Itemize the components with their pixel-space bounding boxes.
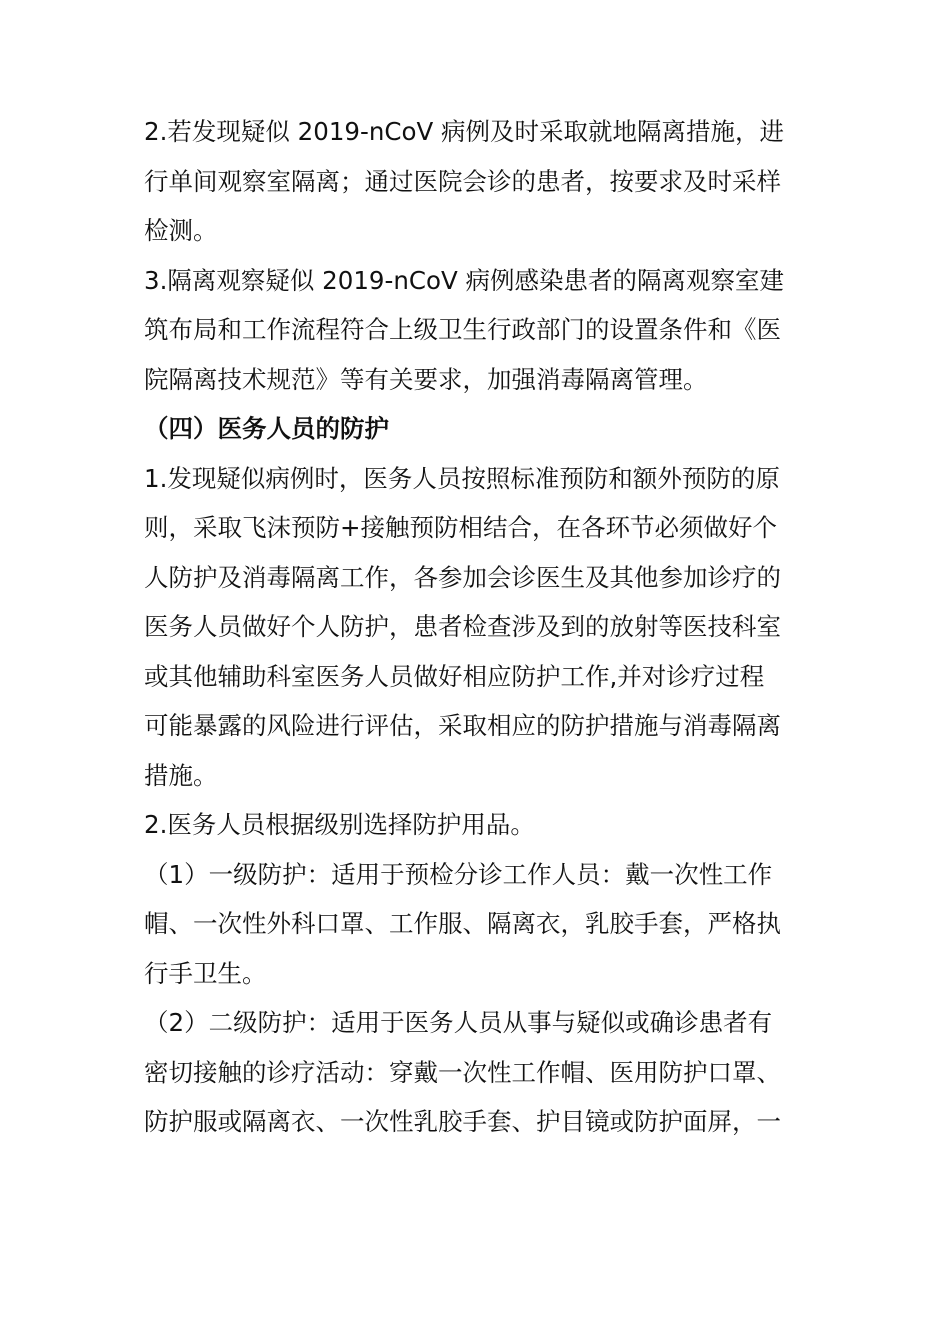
level-1-protection-line-2: 帽、一次性外科口罩、工作服、隔离衣，乳胶手套，严格执 xyxy=(144,909,781,938)
document-body xyxy=(144,107,809,1147)
level-1-protection-line-1: （1）一级防护：适用于预检分诊工作人员：戴一次性工作 xyxy=(144,859,773,889)
paragraph-3-line-3: 院隔离技术规范》等有关要求，加强消毒隔离管理。 xyxy=(144,364,708,394)
protection-paragraph-1-line-7: 措施。 xyxy=(144,760,218,790)
protection-paragraph-2-line-1: 2.医务人员根据级别选择防护用品。 xyxy=(144,810,535,839)
level-1-protection-line-3: 行手卫生。 xyxy=(144,958,267,988)
level-2-protection-line-2: 密切接触的诊疗活动：穿戴一次性工作帽、医用防护口罩、 xyxy=(144,1057,781,1087)
paragraph-2-line-3: 检测。 xyxy=(144,216,218,245)
level-2-protection-line-1: （2）二级防护：适用于医务人员从事与疑似或确诊患者有 xyxy=(144,1008,773,1037)
protection-paragraph-1-line-1: 1.发现疑似病例时，医务人员按照标准预防和额外预防的原 xyxy=(144,463,780,493)
section-heading: （四）医务人员的防护 xyxy=(144,414,389,443)
paragraph-3-line-1: 3.隔离观察疑似 2019-nCoV 病例感染患者的隔离观察室建 xyxy=(144,265,785,295)
level-2-protection-line-3: 防护服或隔离衣、一次性乳胶手套、护目镜或防护面屏，一 xyxy=(144,1107,781,1136)
protection-paragraph-1-line-5: 或其他辅助科室医务人员做好相应防护工作,并对诊疗过程 xyxy=(144,661,765,691)
protection-paragraph-1-line-6: 可能暴露的风险进行评估，采取相应的防护措施与消毒隔离 xyxy=(144,711,781,740)
paragraph-2-line-2: 行单间观察室隔离；通过医院会诊的患者，按要求及时采样 xyxy=(144,166,781,196)
protection-paragraph-1-line-4: 医务人员做好个人防护，患者检查涉及到的放射等医技科室 xyxy=(144,612,781,641)
paragraph-3-line-2: 筑布局和工作流程符合上级卫生行政部门的设置条件和《医 xyxy=(144,315,781,344)
protection-paragraph-1-line-3: 人防护及消毒隔离工作，各参加会诊医生及其他参加诊疗的 xyxy=(144,562,781,592)
protection-paragraph-1-line-2: 则，采取飞沫预防+接触预防相结合，在各环节必须做好个 xyxy=(144,513,778,542)
paragraph-2-line-1: 2.若发现疑似 2019-nCoV 病例及时采取就地隔离措施，进 xyxy=(144,117,785,146)
